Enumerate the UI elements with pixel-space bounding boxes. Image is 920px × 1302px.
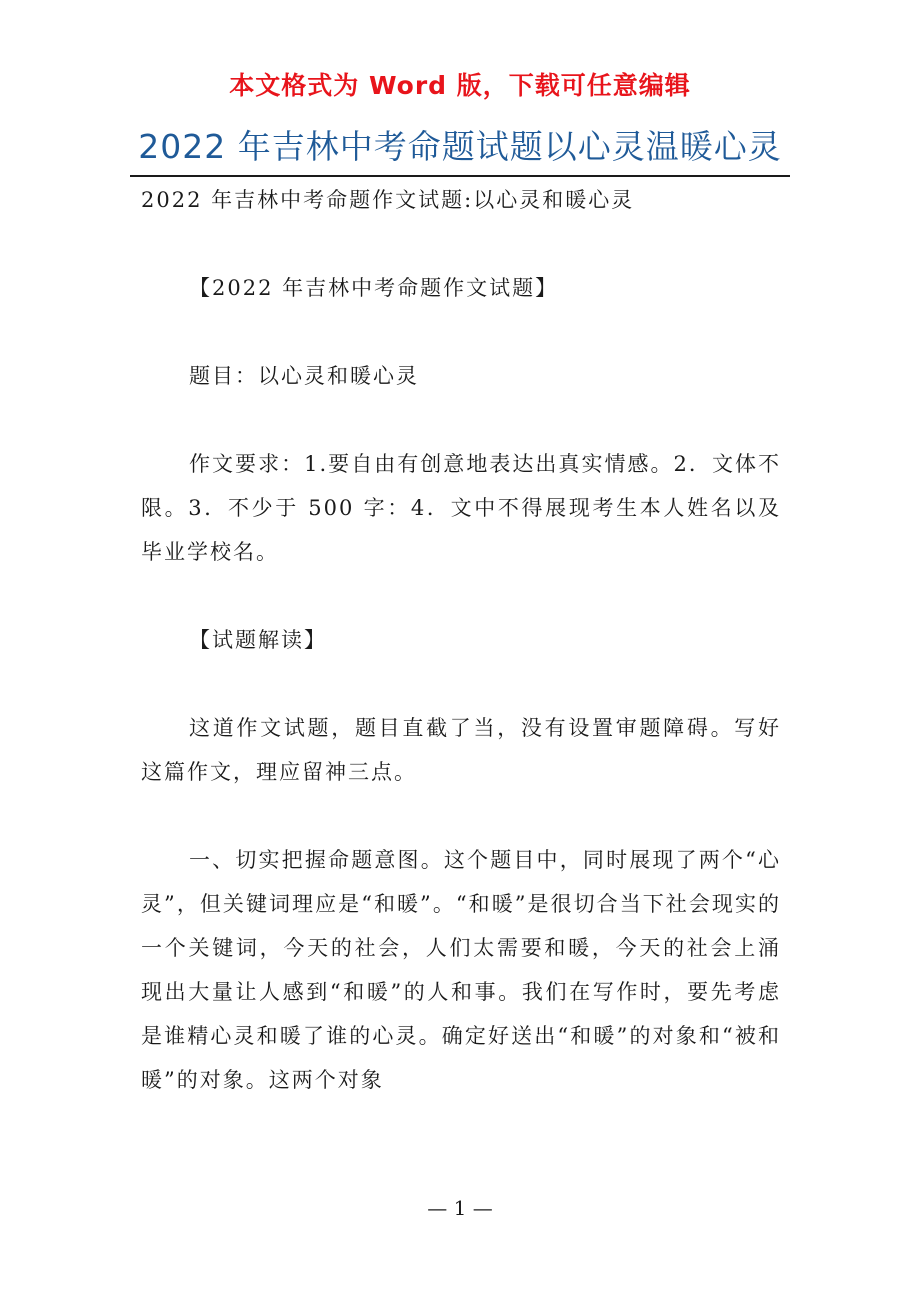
paragraph-topic: 题目：以心灵和暖心灵 bbox=[189, 364, 419, 388]
document-body bbox=[141, 178, 781, 1102]
paragraph-analysis-intro: 这道作文试题，题目直截了当，没有设置审题障碍。写好这篇作文，理应留神三点。 bbox=[141, 716, 781, 784]
page-number: — 1 — bbox=[427, 1196, 493, 1220]
paragraph-exam-heading: 【2022 年吉林中考命题作文试题】 bbox=[189, 276, 559, 300]
paragraph-analysis-heading: 【试题解读】 bbox=[189, 628, 327, 652]
lead-line: 2022 年吉林中考命题作文试题:以心灵和暖心灵 bbox=[141, 188, 635, 212]
header-divider bbox=[130, 175, 790, 177]
paragraph-point-one: 一、切实把握命题意图。这个题目中，同时展现了两个“心灵”，但关键词理应是“和暖”。“和暖”是很切合当下社会现实的一个关键词，今天的社会，人们太需要和暖，今天的社会上涌现出大量让人感到“和暖”的人和事。我们在写作时，要先考虑是谁精心灵和暖了谁的心灵。确定好送出“和暖”的对象和“被和暖”的对象。这两个对象 bbox=[141, 848, 781, 1092]
document-title: 2022 年吉林中考命题试题以心灵温暖心灵 bbox=[138, 127, 782, 166]
paragraph-requirements: 作文要求：1.要自由有创意地表达出真实情感。2．文体不限。3．不少于 500 字：4．文中不得展现考生本人姓名以及毕业学校名。 bbox=[141, 452, 781, 564]
format-notice-banner: 本文格式为 Word 版，下载可任意编辑 bbox=[229, 71, 691, 100]
